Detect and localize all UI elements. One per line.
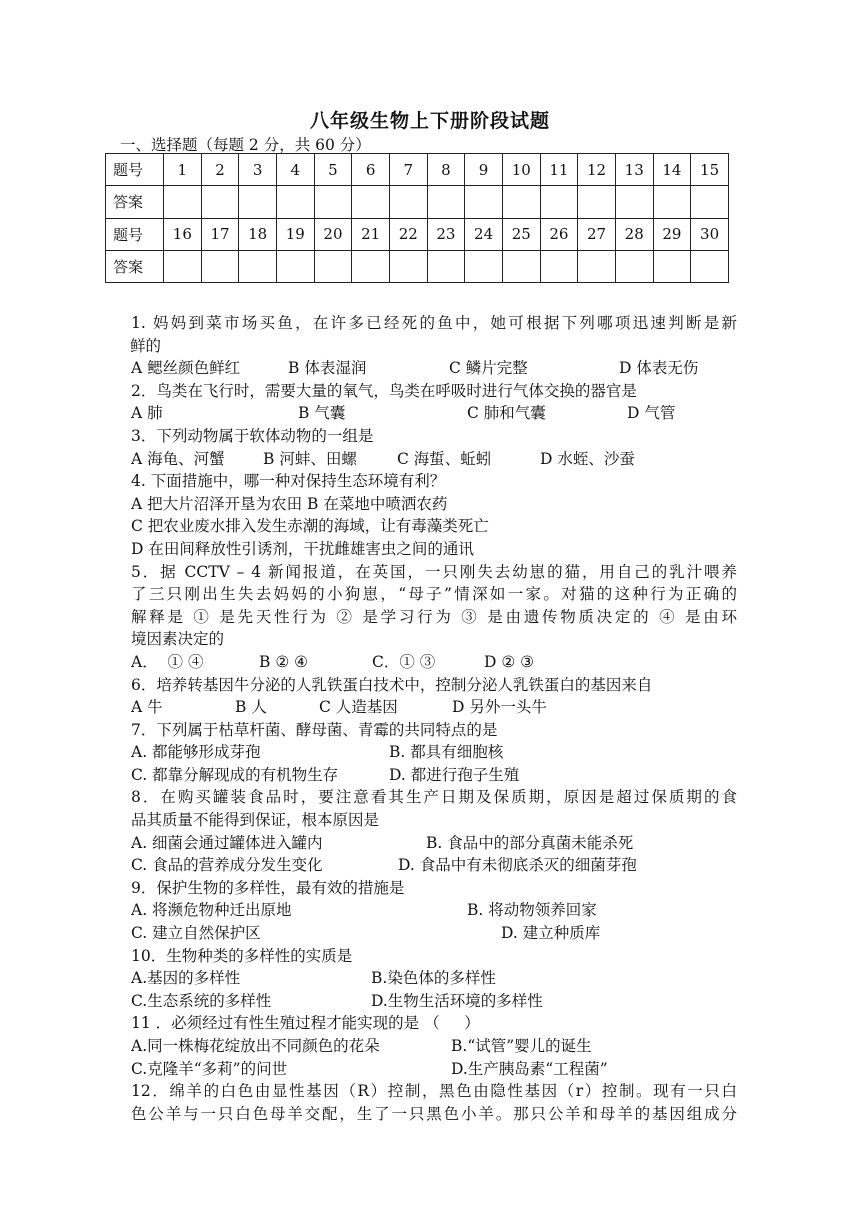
table-row (106, 186, 729, 218)
option: D. 建立种质库 (501, 924, 601, 943)
question-number: 22 (389, 218, 427, 250)
answer-cell[interactable] (239, 186, 277, 218)
question-number: 27 (578, 218, 616, 250)
option: C. 都靠分解现成的有机物生存 (131, 765, 339, 784)
option: C 鳞片完整 (449, 359, 528, 378)
option: C. 建立自然保护区 (131, 924, 261, 943)
question-text: 7．下列属于枯草杆菌、酵母菌、青霉的共同特点的是 (131, 720, 498, 739)
question-list (131, 312, 737, 1125)
answer-cell[interactable] (540, 186, 578, 218)
option: A 海龟、河蟹 (131, 449, 225, 468)
question-number: 11 (540, 154, 578, 186)
question-text: 2．鸟类在飞行时，需要大量的氧气，鸟类在呼吸时进行气体交换的器官是 (131, 381, 637, 400)
question-number: 18 (239, 218, 277, 250)
option: D. 食品中有未彻底杀灭的细菌芽孢 (398, 856, 637, 875)
answer-cell[interactable] (276, 186, 314, 218)
table-row (106, 154, 729, 186)
option-row (131, 1058, 737, 1081)
option: D 水蛭、沙蚕 (540, 449, 635, 468)
option: D 体表无伤 (619, 359, 699, 378)
question-text: 8．在购买罐装食品时，要注意看其生产日期及保质期，原因是超过保质期的食 (131, 788, 737, 807)
option: A 肺 (131, 404, 163, 423)
question-number: 7 (389, 154, 427, 186)
option: D 在田间释放性引诱剂，干扰雌雄害虫之间的通讯 (131, 539, 474, 558)
question-text: 色公羊与一只白色母羊交配，生了一只黑色小羊。那只公羊和母羊的基因组成分 (131, 1104, 737, 1123)
option: D 另外一头牛 (452, 698, 547, 717)
question-number: 26 (540, 218, 578, 250)
option: D. 都进行孢子生殖 (389, 765, 520, 784)
option: C 人造基因 (319, 698, 398, 717)
option-row (131, 832, 737, 855)
question-text: 1. 妈妈到菜市场买鱼，在许多已经死的鱼中，她可根据下列哪项迅速判断是新 (131, 314, 737, 332)
option: A. 都能够形成芽孢 (131, 743, 261, 762)
option: B. 都具有细胞核 (389, 743, 504, 762)
question-text: 了三只刚出生失去妈妈的小狗崽，“母子”情深如一家。对猫的这种行为正确的 (131, 585, 737, 604)
option: C.生态系统的多样性 (131, 991, 272, 1010)
answer-cell[interactable] (201, 250, 239, 282)
row-label: 答案 (106, 250, 164, 282)
answer-cell[interactable] (691, 250, 729, 282)
option: B 体表湿润 (288, 359, 367, 378)
question-number: 6 (352, 154, 390, 186)
option: C 肺和气囊 (467, 404, 546, 423)
answer-cell[interactable] (653, 250, 691, 282)
answer-cell[interactable] (201, 186, 239, 218)
answer-cell[interactable] (653, 186, 691, 218)
answer-cell[interactable] (465, 250, 503, 282)
question-number: 8 (427, 154, 465, 186)
question-number: 29 (653, 218, 691, 250)
table-row (106, 250, 729, 282)
question-number: 25 (502, 218, 540, 250)
question-number: 5 (314, 154, 352, 186)
option: B.“试管”婴儿的诞生 (451, 1037, 592, 1055)
question-text: 11 ．必须经过有性生殖过程才能实现的是 （ ） (131, 1014, 480, 1033)
answer-cell[interactable] (389, 250, 427, 282)
question-text: 9．保护生物的多样性，最有效的措施是 (131, 878, 405, 897)
option: B.染色体的多样性 (371, 969, 496, 988)
option: C 海蜇、蚯蚓 (397, 449, 492, 468)
question-text: 品其质量不能得到保证，根本原因是 (131, 811, 380, 830)
option-row (131, 967, 737, 990)
question-number: 15 (691, 154, 729, 186)
answer-cell[interactable] (615, 186, 653, 218)
answer-cell[interactable] (615, 250, 653, 282)
question-number: 30 (691, 218, 729, 250)
question-text: 6．培养转基因牛分泌的人乳铁蛋白技术中，控制分泌人乳铁蛋白的基因来自 (131, 675, 653, 694)
option: D 气管 (627, 404, 676, 423)
table-row (106, 218, 729, 250)
question-number: 21 (352, 218, 390, 250)
option: A 把大片沼泽开垦为农田 B 在菜地中喷洒农药 (131, 494, 448, 513)
option: A.基因的多样性 (131, 969, 241, 988)
question-text: 境因素决定的 (131, 630, 225, 649)
option: D.生产胰岛素“工程菌” (451, 1059, 608, 1078)
option: A 牛 (131, 698, 163, 717)
answer-cell[interactable] (427, 186, 465, 218)
answer-cell[interactable] (239, 250, 277, 282)
option: D ② ③ (484, 652, 535, 671)
option-row (131, 402, 737, 425)
option: D.生物生活环境的多样性 (371, 991, 543, 1010)
question-text: 5．据 CCTV – 4 新闻报道，在英国，一只刚失去幼崽的猫，用自己的乳汁喂养 (131, 562, 737, 581)
question-number: 12 (578, 154, 616, 186)
option-row (131, 899, 737, 922)
option: A. 将濒危物种迁出原地 (131, 901, 292, 920)
answer-cell[interactable] (389, 186, 427, 218)
option: C.克隆羊“多莉”的问世 (131, 1059, 288, 1078)
option: A. 细菌会通过罐体进入罐内 (131, 833, 323, 852)
answer-cell[interactable] (314, 186, 352, 218)
row-label: 答案 (106, 186, 164, 218)
page-title: 八年级生物上下册阶段试题 (309, 110, 550, 132)
question-number: 9 (465, 154, 503, 186)
answer-cell[interactable] (352, 250, 390, 282)
option: B. 将动物领养回家 (467, 901, 597, 920)
answer-cell[interactable] (314, 250, 352, 282)
question-text: 鲜的 (130, 336, 162, 355)
question-number: 1 (164, 154, 202, 186)
question-number: 17 (201, 218, 239, 250)
answer-cell[interactable] (578, 186, 616, 218)
question-text: 解释是 ① 是先天性行为 ② 是学习行为 ③ 是由遗传物质决定的 ④ 是由环 (131, 607, 737, 626)
answer-cell[interactable] (578, 250, 616, 282)
option-row (131, 764, 737, 787)
answer-cell[interactable] (540, 250, 578, 282)
option: A.同一株梅花绽放出不同颜色的花朵 (131, 1037, 380, 1055)
answer-cell[interactable] (691, 186, 729, 218)
option: C. 食品的营养成分发生变化 (131, 856, 323, 875)
question-number: 19 (276, 218, 314, 250)
question-number: 10 (502, 154, 540, 186)
question-text: 3．下列动物属于软体动物的一组是 (131, 426, 374, 445)
row-label: 题号 (106, 218, 164, 250)
option-row (131, 357, 737, 380)
answer-cell[interactable] (502, 250, 540, 282)
question-text: 4. 下面措施中，哪一种对保持生态环境有利？ (131, 472, 446, 491)
answer-cell[interactable] (164, 186, 202, 218)
question-number: 20 (314, 218, 352, 250)
option-row (131, 854, 737, 877)
answer-cell[interactable] (276, 250, 314, 282)
option-row (131, 696, 737, 719)
question-number: 2 (201, 154, 239, 186)
answer-cell[interactable] (164, 250, 202, 282)
answer-cell[interactable] (352, 186, 390, 218)
question-text: 10．生物种类的多样性的实质是 (131, 946, 353, 965)
option: B 气囊 (298, 404, 346, 423)
option: C 把农业废水排入发生赤潮的海域，让有毒藻类死亡 (131, 517, 489, 536)
option: B ② ④ (259, 652, 309, 671)
option: B. 食品中的部分真菌未能杀死 (426, 833, 634, 852)
option-row (131, 741, 737, 764)
option-row (131, 1035, 737, 1058)
answer-table (105, 153, 729, 283)
answer-cell[interactable] (502, 186, 540, 218)
question-text: 12．绵羊的白色由显性基因（R）控制，黑色由隐性基因（r）控制。现有一只白 (131, 1082, 737, 1101)
question-number: 28 (615, 218, 653, 250)
option: B 河蚌、田螺 (263, 449, 357, 468)
question-number: 4 (276, 154, 314, 186)
answer-cell[interactable] (465, 186, 503, 218)
option: B 人 (235, 698, 267, 717)
option: C．① ③ (372, 652, 436, 671)
option: A． ① ④ (131, 652, 204, 671)
section-heading: 一、选择题（每题 2 分，共 60 分） (120, 136, 371, 154)
question-number: 13 (615, 154, 653, 186)
option-row (131, 990, 737, 1013)
row-label: 题号 (106, 154, 164, 186)
option-row (131, 448, 737, 471)
answer-cell[interactable] (427, 250, 465, 282)
question-number: 16 (164, 218, 202, 250)
question-number: 14 (653, 154, 691, 186)
question-number: 24 (465, 218, 503, 250)
option-row (131, 922, 737, 945)
question-number: 3 (239, 154, 277, 186)
question-number: 23 (427, 218, 465, 250)
option: A 鳃丝颜色鲜红 (131, 359, 241, 378)
option-row (131, 651, 737, 674)
